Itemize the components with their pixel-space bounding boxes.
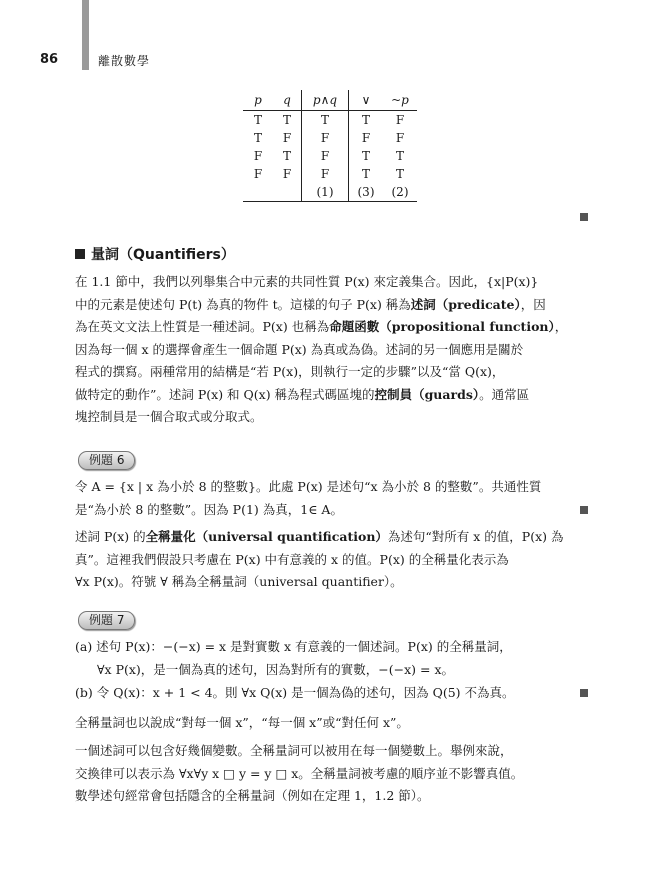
square-bullet-icon	[75, 249, 85, 259]
table-header: ~p	[383, 90, 417, 111]
text-line: 數學述句經常會包括隱含的全稱量詞（例如在定理 1，1.2 節）。	[75, 788, 430, 803]
text-line: 因為每一個 x 的選擇會產生一個命題 P(x) 為真或為偽。述詞的另一個應用是關於	[75, 341, 524, 357]
example-7-part-b: (b) 令 Q(x)：x + 1 < 4。則 ∀x Q(x) 是一個為偽的述句，因為 Q(5) 不為真。	[75, 685, 515, 700]
truth-table-header	[243, 90, 417, 111]
example-7-part-a-cont: ∀x P(x)，是一個為真的述句，因為對所有的實數，−(−x) = x。	[97, 662, 455, 677]
section-title: 量詞（Quantifiers）	[91, 247, 235, 263]
table-header: ∨	[349, 90, 384, 111]
table-cell: (1)	[302, 183, 349, 202]
table-cell: F	[395, 113, 405, 127]
table-header: p∧q	[302, 90, 349, 111]
table-cell: T	[253, 131, 262, 145]
text-line: 在 1.1 節中，我們以列舉集合中元素的共同性質 P(x) 來定義集合。因此，{x|P(x)}	[75, 274, 539, 289]
paragraph-quantifier-phrases: 全稱量詞也以說成“對每一個 x”，“每一個 x”或“對任何 x”。	[75, 715, 409, 730]
text-line: 做特定的動作”。述詞 P(x) 和 Q(x) 稱為程式碼區塊的控制員（guards）。通常區	[75, 386, 530, 402]
table-cell: T	[349, 147, 384, 165]
table-row	[243, 129, 417, 147]
example-6-line: 是“為小於 8 的整數”。因為 P(1) 為真，1∈ A。	[75, 502, 343, 517]
table-cell: F	[349, 129, 384, 147]
page-number: 86	[40, 52, 59, 67]
table-cell: F	[253, 149, 263, 163]
table-cell: T	[395, 167, 404, 181]
table-cell: F	[302, 147, 349, 165]
table-row	[243, 165, 417, 183]
table-cell: T	[349, 165, 384, 183]
paragraph-multiple-variables	[75, 740, 595, 808]
text-line: 述詞 P(x) 的全稱量化（universal quantification）為述句“對所有 x 的值，P(x) 為	[75, 529, 564, 544]
term-predicate: 述詞（predicate）	[410, 296, 521, 312]
paragraph-universal-quantification	[75, 526, 595, 594]
text-line: 為在英文文法上性質是一種述詞。P(x) 也稱為命題函數（propositional function），	[75, 319, 568, 334]
text-line: 一個述詞可以包含好幾個變數。全稱量詞可以被用在每一個變數上。舉例來說，	[75, 743, 513, 758]
term-propositional-function: 命題函數（propositional function）	[329, 319, 555, 334]
table-cell: F	[302, 129, 349, 147]
table-cell: T	[282, 113, 291, 127]
table-cell: (3)	[349, 183, 384, 202]
text-line: ∀x P(x)。符號 ∀ 稱為全稱量詞（universal quantifier）。	[75, 574, 403, 589]
table-cell	[243, 183, 273, 202]
table-row	[243, 147, 417, 165]
example-7-part-a: (a) 述句 P(x)：−(−x) = x 是對實數 x 有意義的一個述詞。P(x) 的全稱量詞，	[75, 639, 512, 654]
end-of-example-mark	[580, 689, 588, 697]
table-footer-row	[243, 183, 417, 202]
text-line: 中的元素是使述句 P(t) 為真的物件 t。這樣的句子 P(x) 稱為述詞（predicate），因	[75, 296, 546, 312]
text-line: 交換律可以表示為 ∀x∀y x □ y = y □ x。全稱量詞被考慮的順序並不影響真值。	[75, 765, 524, 781]
text-line: 塊控制員是一個合取式或分取式。	[75, 409, 263, 424]
table-cell: T	[282, 149, 291, 163]
table-cell: T	[349, 111, 384, 130]
table-cell: F	[253, 167, 263, 181]
truth-table	[243, 90, 417, 202]
table-cell	[273, 183, 302, 202]
book-title: 離散數學	[98, 54, 151, 68]
section-heading	[75, 244, 235, 264]
text-line: 程式的撰寫。兩種常用的結構是“若 P(x)，則執行一定的步驟”以及“當 Q(x)，	[75, 364, 505, 379]
table-cell: T	[253, 113, 262, 127]
table-cell: F	[302, 165, 349, 183]
term-universal-quantification: 全稱量化（universal quantification）	[145, 529, 388, 544]
example-7-badge: 例題 7	[78, 611, 135, 630]
example-6-badge: 例題 6	[78, 451, 135, 470]
end-of-example-mark	[580, 506, 588, 514]
table-header: q	[273, 90, 302, 111]
example-6-line: 令 A = {x | x 為小於 8 的整數}。此處 P(x) 是述句“x 為小於 8 的整數”。共通性質	[75, 479, 542, 494]
page-edge-bar	[82, 0, 89, 70]
end-of-proof-mark	[580, 213, 588, 221]
table-cell: (2)	[383, 183, 417, 202]
table-cell: F	[282, 131, 292, 145]
paragraph-predicate	[75, 271, 595, 429]
table-header: p	[243, 90, 273, 111]
table-cell: F	[282, 167, 292, 181]
table-cell: F	[395, 131, 405, 145]
table-row	[243, 111, 417, 130]
table-cell: T	[302, 111, 349, 130]
text-line: 真”。這裡我們假設只考慮在 P(x) 中有意義的 x 的值。P(x) 的全稱量化表示為	[75, 551, 509, 567]
term-guards: 控制員（guards）	[374, 386, 480, 402]
table-cell: T	[395, 149, 404, 163]
